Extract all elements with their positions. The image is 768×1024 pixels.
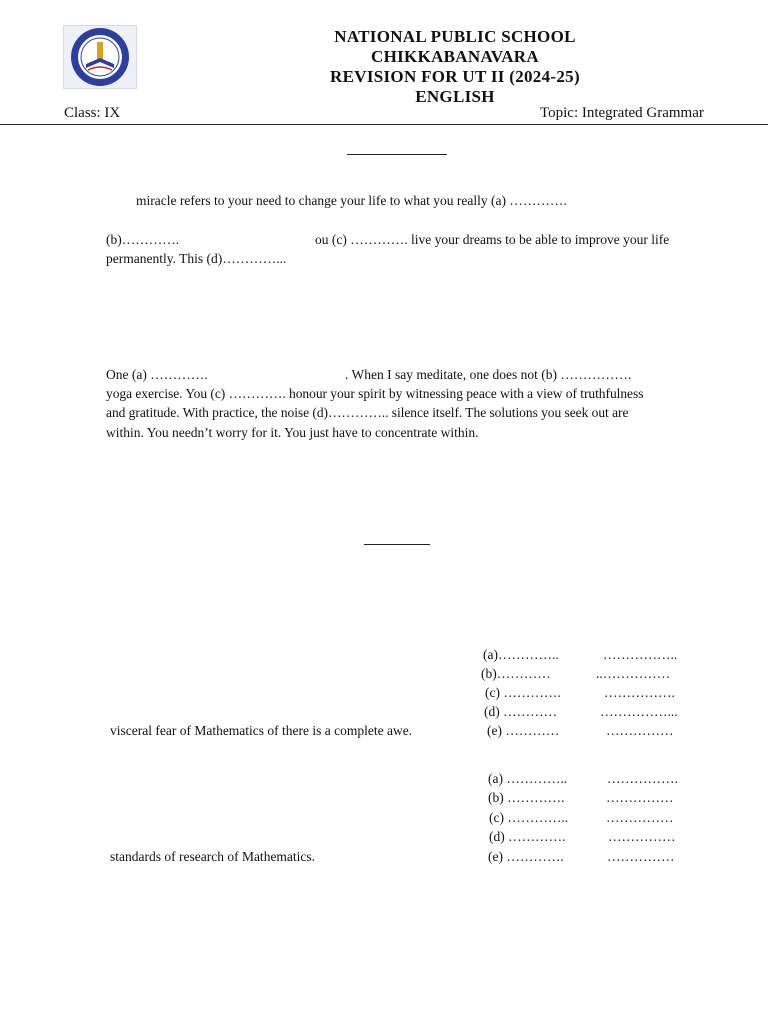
passage2-line1-start: One (a) ………….	[106, 367, 208, 382]
school-name: NATIONAL PUBLIC SCHOOL	[334, 27, 576, 46]
school-logo	[63, 25, 137, 89]
edit1-blank-a: ……………..	[603, 647, 678, 662]
edit2-blank-a: …………….	[607, 771, 678, 786]
school-emblem-icon	[64, 26, 136, 88]
passage2-line1-end: . When I say meditate, one does not (b) …………….	[345, 367, 632, 382]
edit1-sentence: visceral fear of Mathematics of there is a complete awe.	[110, 723, 413, 738]
edit2-label-b: (b) ………….	[488, 790, 565, 805]
edit1-label-c: (c) ………….	[485, 685, 561, 700]
section2-heading-underline	[364, 544, 430, 545]
edit2-label-a: (a) …………..	[488, 771, 568, 786]
edit1-label-b: (b)…………	[481, 666, 551, 681]
edit2-blank-c: ……………	[606, 810, 674, 825]
class-label: Class: IX	[64, 105, 121, 121]
edit1-blank-d: ……………...	[600, 704, 678, 719]
edit1-label-e: (e) …………	[487, 723, 560, 738]
passage1-line3: permanently. This (d)…………...	[106, 251, 287, 266]
header-rule	[0, 124, 768, 125]
passage2-line3: and gratitude. With practice, the noise (d)………….. silence itself. The solutions you seek out are	[106, 405, 629, 420]
passage1-line1: miracle refers to your need to change your life to what you really (a) ………….	[136, 193, 567, 208]
edit2-blank-b: ……………	[606, 790, 674, 805]
passage2-line4: within. You needn’t worry for it. You just have to concentrate within.	[106, 425, 479, 440]
edit2-blank-d: ……………	[608, 829, 676, 844]
school-location: CHIKKABANAVARA	[371, 47, 539, 66]
topic-label: Topic: Integrated Grammar	[540, 105, 704, 121]
revision-title: REVISION FOR UT II (2024-25)	[330, 67, 580, 86]
edit1-blank-c: …………….	[604, 685, 675, 700]
passage2-line2: yoga exercise. You (c) …………. honour your spirit by witnessing peace with a view of truthfulness	[106, 386, 644, 401]
edit2-sentence: standards of research of Mathematics.	[110, 849, 316, 864]
edit1-label-a: (a)…………..	[483, 647, 559, 662]
section-heading-underline	[347, 154, 447, 155]
passage1-line2-start: (b)………….	[106, 232, 180, 247]
edit2-blank-e: ……………	[607, 849, 675, 864]
edit1-blank-b: ..……………	[596, 666, 671, 681]
passage1-line2-end: ou (c) …………. live your dreams to be able to improve your life	[315, 232, 670, 247]
edit1-blank-e: ……………	[606, 723, 674, 738]
subject-title: ENGLISH	[415, 87, 495, 106]
edit2-label-c: (c) …………..	[489, 810, 569, 825]
edit1-label-d: (d) …………	[484, 704, 558, 719]
edit2-label-d: (d) ………….	[489, 829, 566, 844]
edit2-label-e: (e) ………….	[488, 849, 564, 864]
